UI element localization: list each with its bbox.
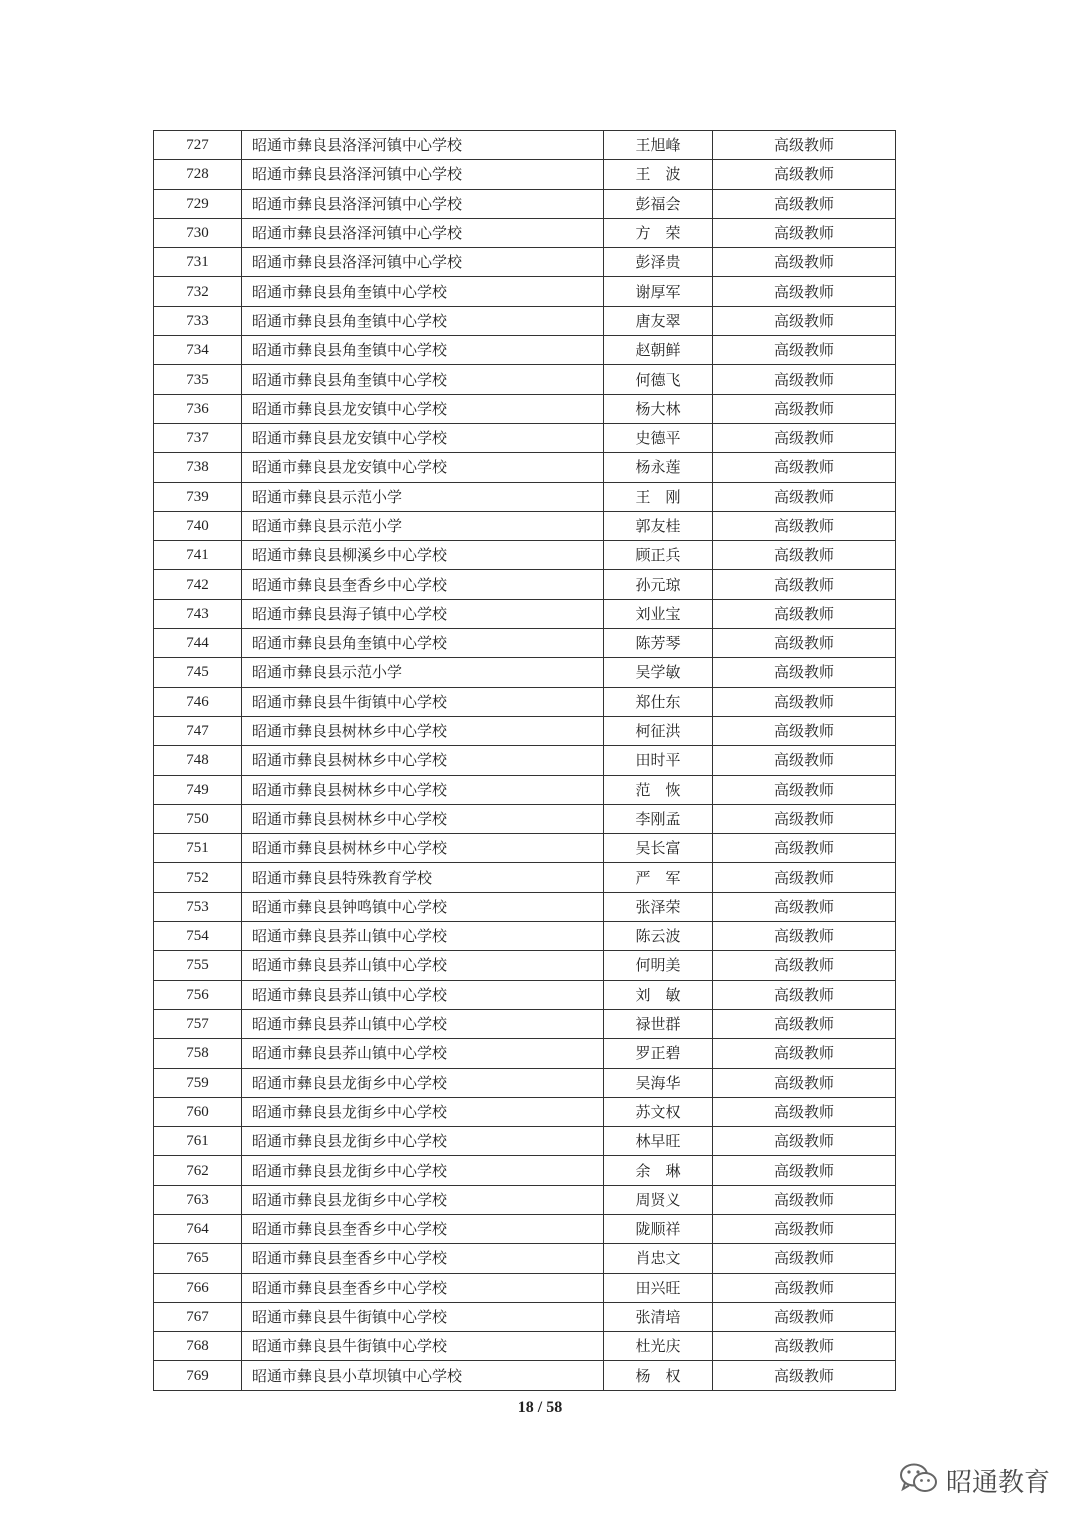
table-row <box>154 1361 896 1390</box>
title-rank-cell: 高级教师 <box>713 1302 896 1331</box>
school-name-cell: 昭通市彝良县龙安镇中心学校 <box>242 423 604 452</box>
title-rank-cell: 高级教师 <box>713 541 896 570</box>
school-name-cell: 昭通市彝良县洛泽河镇中心学校 <box>242 189 604 218</box>
row-number-cell: 734 <box>154 336 242 365</box>
teacher-name-cell: 严 军 <box>604 863 713 892</box>
teacher-name-cell: 唐友翠 <box>604 306 713 335</box>
table-row <box>154 1127 896 1156</box>
table-row <box>154 804 896 833</box>
row-number-cell: 748 <box>154 746 242 775</box>
school-name-cell: 昭通市彝良县树林乡中心学校 <box>242 834 604 863</box>
row-number-cell: 760 <box>154 1097 242 1126</box>
teacher-list-table <box>153 130 896 1391</box>
table-row <box>154 980 896 1009</box>
teacher-name-cell: 王 刚 <box>604 482 713 511</box>
table-row <box>154 160 896 189</box>
table-row <box>154 423 896 452</box>
row-number-cell: 742 <box>154 570 242 599</box>
row-number-cell: 749 <box>154 775 242 804</box>
teacher-name-cell: 顾正兵 <box>604 541 713 570</box>
row-number-cell: 730 <box>154 218 242 247</box>
school-name-cell: 昭通市彝良县洛泽河镇中心学校 <box>242 160 604 189</box>
row-number-cell: 765 <box>154 1244 242 1273</box>
title-rank-cell: 高级教师 <box>713 716 896 745</box>
school-name-cell: 昭通市彝良县龙安镇中心学校 <box>242 394 604 423</box>
watermark <box>898 1460 1050 1500</box>
page-number: 18 / 58 <box>517 1399 563 1416</box>
teacher-name-cell: 谢厚军 <box>604 277 713 306</box>
teacher-name-cell: 杜光庆 <box>604 1332 713 1361</box>
table-row <box>154 1097 896 1126</box>
row-number-cell: 762 <box>154 1156 242 1185</box>
table-row <box>154 834 896 863</box>
teacher-name-cell: 郑仕东 <box>604 687 713 716</box>
teacher-name-cell: 王 波 <box>604 160 713 189</box>
title-rank-cell: 高级教师 <box>713 1097 896 1126</box>
table-row <box>154 277 896 306</box>
teacher-name-cell: 杨 权 <box>604 1361 713 1390</box>
school-name-cell: 昭通市彝良县牛街镇中心学校 <box>242 687 604 716</box>
table-row <box>154 189 896 218</box>
school-name-cell: 昭通市彝良县柳溪乡中心学校 <box>242 541 604 570</box>
table-row <box>154 218 896 247</box>
table-row <box>154 453 896 482</box>
school-name-cell: 昭通市彝良县荞山镇中心学校 <box>242 951 604 980</box>
school-name-cell: 昭通市彝良县荞山镇中心学校 <box>242 1039 604 1068</box>
title-rank-cell: 高级教师 <box>713 570 896 599</box>
title-rank-cell: 高级教师 <box>713 599 896 628</box>
title-rank-cell: 高级教师 <box>713 1332 896 1361</box>
school-name-cell: 昭通市彝良县龙街乡中心学校 <box>242 1185 604 1214</box>
row-number-cell: 738 <box>154 453 242 482</box>
teacher-name-cell: 罗正碧 <box>604 1039 713 1068</box>
row-number-cell: 746 <box>154 687 242 716</box>
school-name-cell: 昭通市彝良县角奎镇中心学校 <box>242 277 604 306</box>
table-row <box>154 687 896 716</box>
school-name-cell: 昭通市彝良县洛泽河镇中心学校 <box>242 131 604 160</box>
teacher-name-cell: 陇顺祥 <box>604 1214 713 1243</box>
title-rank-cell: 高级教师 <box>713 189 896 218</box>
row-number-cell: 769 <box>154 1361 242 1390</box>
teacher-name-cell: 何德飞 <box>604 365 713 394</box>
row-number-cell: 732 <box>154 277 242 306</box>
row-number-cell: 736 <box>154 394 242 423</box>
school-name-cell: 昭通市彝良县树林乡中心学校 <box>242 775 604 804</box>
row-number-cell: 766 <box>154 1273 242 1302</box>
school-name-cell: 昭通市彝良县龙街乡中心学校 <box>242 1097 604 1126</box>
table-row <box>154 1244 896 1273</box>
title-rank-cell: 高级教师 <box>713 511 896 540</box>
row-number-cell: 744 <box>154 629 242 658</box>
school-name-cell: 昭通市彝良县龙街乡中心学校 <box>242 1156 604 1185</box>
title-rank-cell: 高级教师 <box>713 892 896 921</box>
teacher-name-cell: 刘 敏 <box>604 980 713 1009</box>
title-rank-cell: 高级教师 <box>713 746 896 775</box>
teacher-name-cell: 彭福会 <box>604 189 713 218</box>
school-name-cell: 昭通市彝良县示范小学 <box>242 658 604 687</box>
table-row <box>154 365 896 394</box>
row-number-cell: 751 <box>154 834 242 863</box>
row-number-cell: 764 <box>154 1214 242 1243</box>
title-rank-cell: 高级教师 <box>713 423 896 452</box>
title-rank-cell: 高级教师 <box>713 1009 896 1038</box>
row-number-cell: 727 <box>154 131 242 160</box>
school-name-cell: 昭通市彝良县角奎镇中心学校 <box>242 365 604 394</box>
school-name-cell: 昭通市彝良县奎香乡中心学校 <box>242 1273 604 1302</box>
row-number-cell: 728 <box>154 160 242 189</box>
table-row <box>154 746 896 775</box>
table-row <box>154 482 896 511</box>
row-number-cell: 741 <box>154 541 242 570</box>
teacher-name-cell: 林早旺 <box>604 1127 713 1156</box>
table-row <box>154 1273 896 1302</box>
school-name-cell: 昭通市彝良县龙安镇中心学校 <box>242 453 604 482</box>
row-number-cell: 759 <box>154 1068 242 1097</box>
row-number-cell: 755 <box>154 951 242 980</box>
title-rank-cell: 高级教师 <box>713 1185 896 1214</box>
row-number-cell: 743 <box>154 599 242 628</box>
row-number-cell: 757 <box>154 1009 242 1038</box>
teacher-name-cell: 余 琳 <box>604 1156 713 1185</box>
row-number-cell: 756 <box>154 980 242 1009</box>
teacher-name-cell: 田时平 <box>604 746 713 775</box>
teacher-name-cell: 周贤义 <box>604 1185 713 1214</box>
title-rank-cell: 高级教师 <box>713 394 896 423</box>
table-row <box>154 570 896 599</box>
table-row <box>154 1302 896 1331</box>
teacher-name-cell: 吴学敏 <box>604 658 713 687</box>
title-rank-cell: 高级教师 <box>713 248 896 277</box>
teacher-name-cell: 柯征洪 <box>604 716 713 745</box>
title-rank-cell: 高级教师 <box>713 131 896 160</box>
teacher-name-cell: 苏文权 <box>604 1097 713 1126</box>
table-row <box>154 306 896 335</box>
row-number-cell: 754 <box>154 922 242 951</box>
table-row <box>154 716 896 745</box>
row-number-cell: 729 <box>154 189 242 218</box>
title-rank-cell: 高级教师 <box>713 453 896 482</box>
school-name-cell: 昭通市彝良县牛街镇中心学校 <box>242 1332 604 1361</box>
title-rank-cell: 高级教师 <box>713 1214 896 1243</box>
row-number-cell: 731 <box>154 248 242 277</box>
row-number-cell: 740 <box>154 511 242 540</box>
title-rank-cell: 高级教师 <box>713 775 896 804</box>
table-row <box>154 1156 896 1185</box>
title-rank-cell: 高级教师 <box>713 834 896 863</box>
teacher-name-cell: 陈芳琴 <box>604 629 713 658</box>
title-rank-cell: 高级教师 <box>713 658 896 687</box>
teacher-name-cell: 孙元琼 <box>604 570 713 599</box>
table-row <box>154 863 896 892</box>
table-row <box>154 1039 896 1068</box>
school-name-cell: 昭通市彝良县荞山镇中心学校 <box>242 980 604 1009</box>
title-rank-cell: 高级教师 <box>713 1156 896 1185</box>
school-name-cell: 昭通市彝良县角奎镇中心学校 <box>242 306 604 335</box>
teacher-name-cell: 赵朝鲜 <box>604 336 713 365</box>
table-row <box>154 629 896 658</box>
school-name-cell: 昭通市彝良县树林乡中心学校 <box>242 716 604 745</box>
title-rank-cell: 高级教师 <box>713 1127 896 1156</box>
school-name-cell: 昭通市彝良县小草坝镇中心学校 <box>242 1361 604 1390</box>
row-number-cell: 733 <box>154 306 242 335</box>
row-number-cell: 735 <box>154 365 242 394</box>
title-rank-cell: 高级教师 <box>713 922 896 951</box>
table-row <box>154 336 896 365</box>
school-name-cell: 昭通市彝良县角奎镇中心学校 <box>242 336 604 365</box>
teacher-name-cell: 吴海华 <box>604 1068 713 1097</box>
title-rank-cell: 高级教师 <box>713 687 896 716</box>
teacher-name-cell: 禄世群 <box>604 1009 713 1038</box>
title-rank-cell: 高级教师 <box>713 629 896 658</box>
teacher-name-cell: 范 恢 <box>604 775 713 804</box>
title-rank-cell: 高级教师 <box>713 804 896 833</box>
row-number-cell: 750 <box>154 804 242 833</box>
title-rank-cell: 高级教师 <box>713 160 896 189</box>
table-body <box>154 131 896 1391</box>
table-row <box>154 1068 896 1097</box>
teacher-name-cell: 张清培 <box>604 1302 713 1331</box>
title-rank-cell: 高级教师 <box>713 1361 896 1390</box>
title-rank-cell: 高级教师 <box>713 482 896 511</box>
table-row <box>154 951 896 980</box>
table-row <box>154 775 896 804</box>
title-rank-cell: 高级教师 <box>713 365 896 394</box>
school-name-cell: 昭通市彝良县钟鸣镇中心学校 <box>242 892 604 921</box>
title-rank-cell: 高级教师 <box>713 277 896 306</box>
teacher-name-cell: 彭泽贵 <box>604 248 713 277</box>
title-rank-cell: 高级教师 <box>713 336 896 365</box>
teacher-name-cell: 肖忠文 <box>604 1244 713 1273</box>
teacher-name-cell: 方 荣 <box>604 218 713 247</box>
school-name-cell: 昭通市彝良县龙街乡中心学校 <box>242 1127 604 1156</box>
title-rank-cell: 高级教师 <box>713 1273 896 1302</box>
title-rank-cell: 高级教师 <box>713 1039 896 1068</box>
row-number-cell: 763 <box>154 1185 242 1214</box>
school-name-cell: 昭通市彝良县示范小学 <box>242 511 604 540</box>
teacher-name-cell: 何明美 <box>604 951 713 980</box>
title-rank-cell: 高级教师 <box>713 951 896 980</box>
watermark-text: 昭通教育 <box>946 1467 1051 1498</box>
school-name-cell: 昭通市彝良县树林乡中心学校 <box>242 746 604 775</box>
title-rank-cell: 高级教师 <box>713 306 896 335</box>
row-number-cell: 745 <box>154 658 242 687</box>
table-row <box>154 1332 896 1361</box>
table-row <box>154 599 896 628</box>
table-row <box>154 658 896 687</box>
teacher-name-cell: 田兴旺 <box>604 1273 713 1302</box>
school-name-cell: 昭通市彝良县奎香乡中心学校 <box>242 570 604 599</box>
table-row <box>154 1009 896 1038</box>
table-row <box>154 541 896 570</box>
row-number-cell: 768 <box>154 1332 242 1361</box>
teacher-name-cell: 张泽荣 <box>604 892 713 921</box>
row-number-cell: 739 <box>154 482 242 511</box>
teacher-name-cell: 李刚孟 <box>604 804 713 833</box>
teacher-name-cell: 刘业宝 <box>604 599 713 628</box>
school-name-cell: 昭通市彝良县特殊教育学校 <box>242 863 604 892</box>
school-name-cell: 昭通市彝良县海子镇中心学校 <box>242 599 604 628</box>
school-name-cell: 昭通市彝良县奎香乡中心学校 <box>242 1214 604 1243</box>
teacher-name-cell: 史德平 <box>604 423 713 452</box>
table-row <box>154 511 896 540</box>
school-name-cell: 昭通市彝良县荞山镇中心学校 <box>242 922 604 951</box>
table-row <box>154 1185 896 1214</box>
school-name-cell: 昭通市彝良县示范小学 <box>242 482 604 511</box>
teacher-name-cell: 杨大林 <box>604 394 713 423</box>
table-row <box>154 248 896 277</box>
school-name-cell: 昭通市彝良县牛街镇中心学校 <box>242 1302 604 1331</box>
school-name-cell: 昭通市彝良县角奎镇中心学校 <box>242 629 604 658</box>
teacher-name-cell: 郭友桂 <box>604 511 713 540</box>
school-name-cell: 昭通市彝良县洛泽河镇中心学校 <box>242 248 604 277</box>
teacher-name-cell: 吴长富 <box>604 834 713 863</box>
table-row <box>154 131 896 160</box>
row-number-cell: 758 <box>154 1039 242 1068</box>
row-number-cell: 737 <box>154 423 242 452</box>
school-name-cell: 昭通市彝良县荞山镇中心学校 <box>242 1009 604 1038</box>
school-name-cell: 昭通市彝良县树林乡中心学校 <box>242 804 604 833</box>
title-rank-cell: 高级教师 <box>713 218 896 247</box>
teacher-name-cell: 王旭峰 <box>604 131 713 160</box>
row-number-cell: 747 <box>154 716 242 745</box>
school-name-cell: 昭通市彝良县洛泽河镇中心学校 <box>242 218 604 247</box>
teacher-name-cell: 陈云波 <box>604 922 713 951</box>
row-number-cell: 767 <box>154 1302 242 1331</box>
table-row <box>154 892 896 921</box>
title-rank-cell: 高级教师 <box>713 980 896 1009</box>
school-name-cell: 昭通市彝良县龙街乡中心学校 <box>242 1068 604 1097</box>
table-row <box>154 1214 896 1243</box>
table-row <box>154 922 896 951</box>
teacher-name-cell: 杨永莲 <box>604 453 713 482</box>
table-row <box>154 394 896 423</box>
row-number-cell: 752 <box>154 863 242 892</box>
title-rank-cell: 高级教师 <box>713 1244 896 1273</box>
school-name-cell: 昭通市彝良县奎香乡中心学校 <box>242 1244 604 1273</box>
wechat-icon <box>898 1461 940 1499</box>
title-rank-cell: 高级教师 <box>713 863 896 892</box>
row-number-cell: 753 <box>154 892 242 921</box>
row-number-cell: 761 <box>154 1127 242 1156</box>
title-rank-cell: 高级教师 <box>713 1068 896 1097</box>
